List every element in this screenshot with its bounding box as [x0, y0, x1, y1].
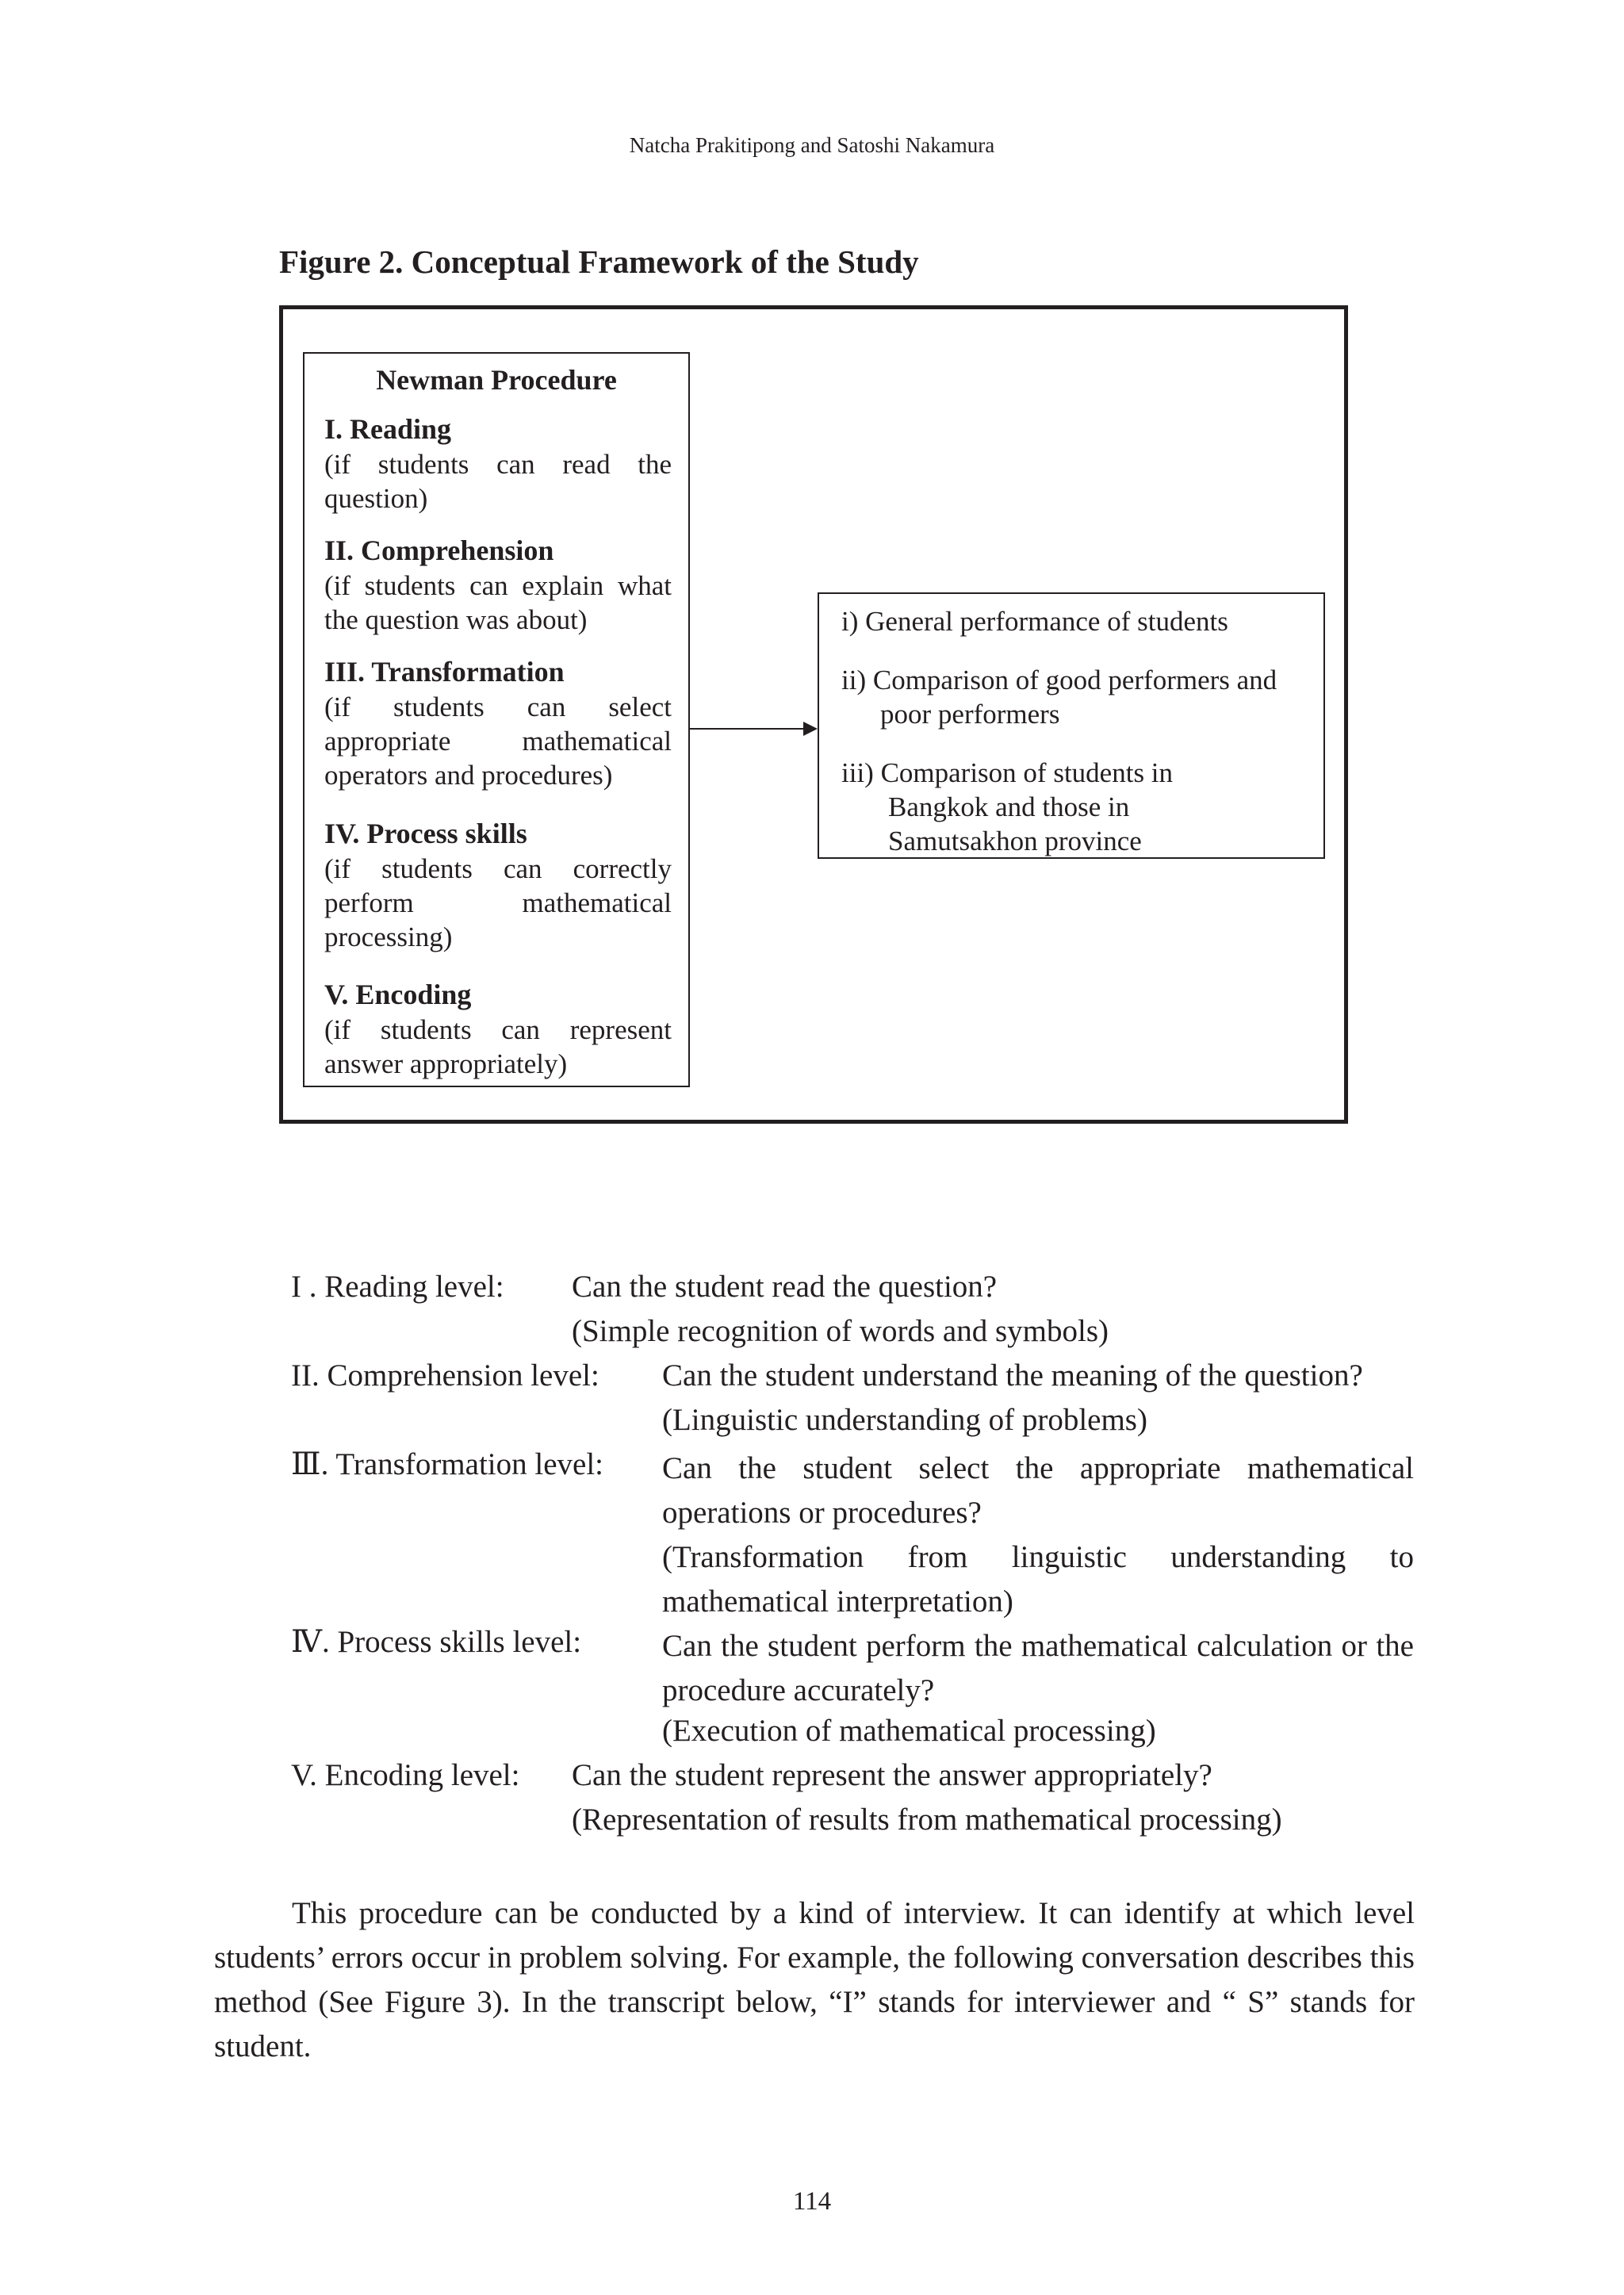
step-encoding-desc: (if students can represent answer appropriately) — [324, 1014, 672, 1079]
level-comprehension-note: (Linguistic understanding of problems) — [662, 1403, 1147, 1437]
outcome-general — [841, 604, 1228, 638]
level-process-skills-question: Can the student perform the mathematical calculation or the procedure accurately? — [662, 1629, 1414, 1707]
step-reading-desc: (if students can read the question) — [324, 449, 672, 514]
level-reading-question: Can the student read the question? — [572, 1270, 998, 1304]
level-process-skills-label: Ⅳ. Process skills level: — [291, 1625, 582, 1659]
figure-title: Figure 2. Conceptual Framework of the Study — [279, 243, 919, 280]
running-header: Natcha Prakitipong and Satoshi Nakamura — [629, 133, 995, 157]
level-comprehension-question: Can the student understand the meaning of the question? — [662, 1358, 1363, 1393]
outcome-general-line: i) General performance of students — [841, 606, 1228, 637]
outcome-location-line-3: Samutsakhon province — [888, 826, 1142, 856]
newman-procedure-heading: Newman Procedure — [376, 364, 617, 396]
step-process-skills-title: IV. Process skills — [324, 818, 527, 849]
arrow-head — [803, 722, 818, 736]
level-encoding-question: Can the student represent the answer appropriately? — [572, 1758, 1212, 1792]
level-encoding-note: (Representation of results from mathematical processing) — [572, 1803, 1282, 1837]
level-reading-label: I . Reading level: — [291, 1270, 504, 1304]
step-transformation-desc: (if students can select appropriate mathematical operators and procedures) — [324, 692, 672, 791]
outcome-good-poor-line-2: poor performers — [880, 699, 1060, 730]
step-reading-title: I. Reading — [324, 413, 452, 445]
outcome-bangkok-samutsakhon — [841, 756, 1173, 858]
body-paragraph: This procedure can be conducted by a kind of interview. It can identify at which level students’ errors occur in problem solving. For example, the following conversation describes this method (See Figure 3). In the transcript below, “I” stands for interviewer and “ S” stands for student. — [214, 1896, 1415, 2063]
level-encoding-label: V. Encoding level: — [291, 1758, 520, 1792]
level-transformation-question: Can the student select the appropriate mathematical operations or procedures? — [662, 1451, 1414, 1530]
outcome-location-line-1: iii) Comparison of students in — [841, 757, 1174, 788]
level-process-skills-note: (Execution of mathematical processing) — [662, 1714, 1156, 1748]
outcome-location-line-2: Bangkok and those in — [888, 791, 1130, 822]
step-comprehension-title: II. Comprehension — [324, 534, 554, 566]
level-transformation-note: (Transformation from linguistic understanding to mathematical interpretation) — [662, 1540, 1414, 1619]
step-comprehension-desc: (if students can explain what the question was about) — [324, 570, 672, 635]
step-encoding-title: V. Encoding — [324, 979, 472, 1010]
level-transformation-label: Ⅲ. Transformation level: — [291, 1447, 603, 1481]
step-transformation-title: III. Transformation — [324, 656, 565, 688]
page-number: 114 — [792, 2187, 832, 2216]
level-reading-note: (Simple recognition of words and symbols) — [572, 1314, 1109, 1348]
level-comprehension-label: II. Comprehension level: — [291, 1358, 599, 1393]
step-process-skills-desc: (if students can correctly perform mathematical processing) — [324, 853, 672, 952]
outcome-good-poor-line-1: ii) Comparison of good performers and — [841, 665, 1277, 695]
outcome-good-poor — [841, 663, 1277, 731]
